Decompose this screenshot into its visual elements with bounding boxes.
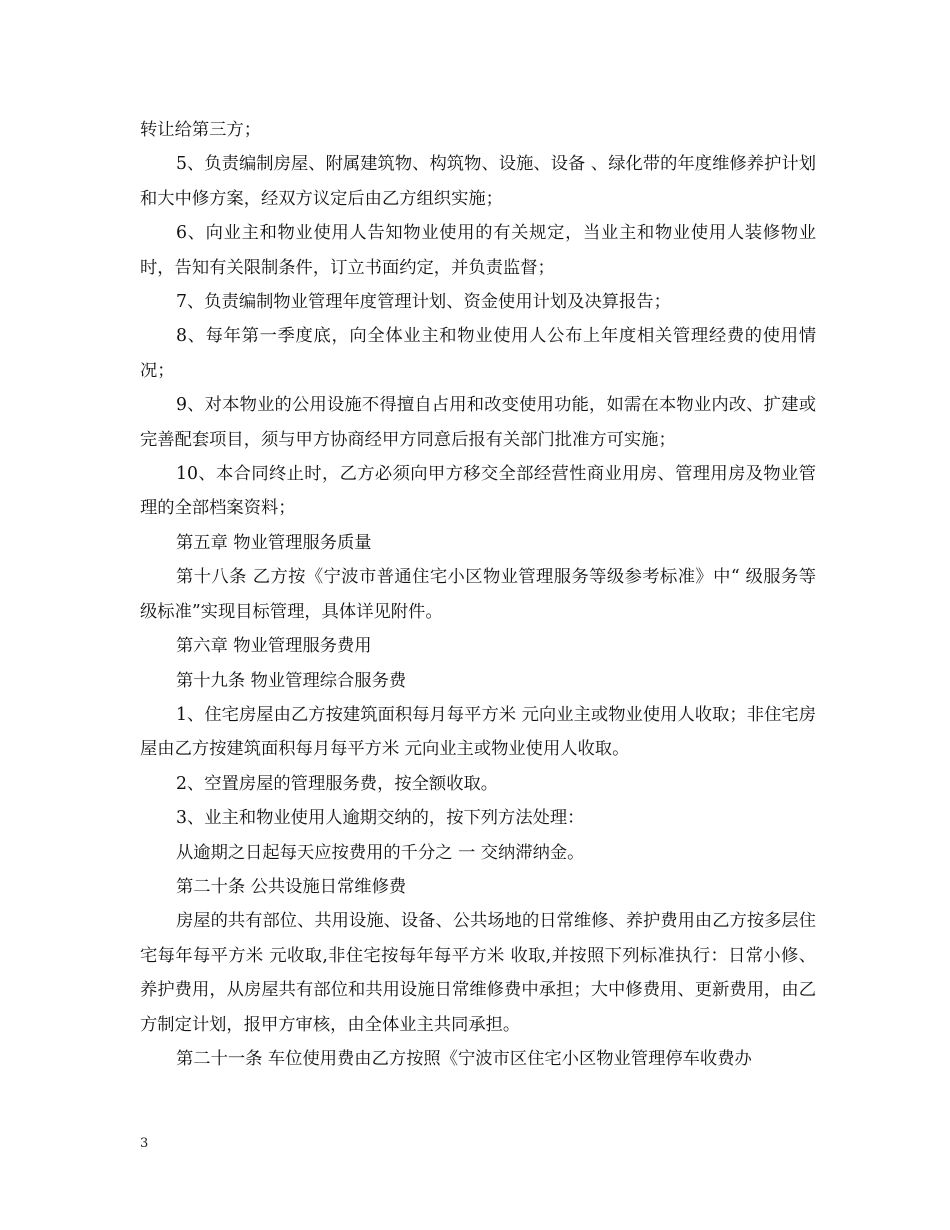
article-20-body: 房屋的共有部位、共用设施、设备、公共场地的日常维修、养护费用由乙方按多层住宅每年每平方米 元收取,非住宅按每年每平方米 收取,并按照下列标准执行：日常小修、养护费用，从房屋共有部位和共用设施日常维修费中承担；大中修费用、更新费用，由乙方制定计划，报甲方审核，由全体业主共同承担。 [140, 911, 816, 1035]
page-number: 3 [140, 1136, 149, 1151]
chapter-heading-5: 第五章 物业管理服务质量 [176, 532, 372, 553]
paragraph-1: 转让给第三方； [140, 120, 261, 140]
article-19-item-3: 3、业主和物业使用人逾期交纳的，按下列方法处理： [176, 808, 585, 829]
article-20: 第二十条 公共设施日常维修费 [176, 876, 407, 897]
paragraph-7: 10、本合同终止时，乙方必须向甲方移交全部经营性商业用房、管理用房及物业管理的全部档案资料； [140, 464, 816, 519]
article-18: 第十八条 乙方按《宁波市普通住宅小区物业管理服务等级参考标准》中“ 级服务等级标准”实现目标管理，具体详见附件。 [140, 567, 816, 622]
paragraph-6: 9、对本物业的公用设施不得擅自占用和改变使用功能，如需在本物业内改、扩建或完善配套项目，须与甲方协商经甲方同意后报有关部门批准方可实施； [140, 395, 816, 450]
article-21: 第二十一条 车位使用费由乙方按照《宁波市区住宅小区物业管理停车收费办 [176, 1048, 752, 1069]
paragraph-4: 7、负责编制物业管理年度管理计划、资金使用计划及决算报告； [176, 292, 671, 313]
paragraph-3: 6、向业主和物业使用人告知物业使用的有关规定，当业主和物业使用人装修物业时，告知有关限制条件，订立书面约定，并负责监督； [140, 223, 816, 278]
chapter-heading-6: 第六章 物业管理服务费用 [176, 636, 372, 657]
paragraph-5: 8、每年第一季度底，向全体业主和物业使用人公布上年度相关管理经费的使用情况； [140, 326, 816, 381]
document-body [140, 113, 816, 1076]
article-19-item-2: 2、空置房屋的管理服务费，按全额收取。 [176, 773, 499, 794]
late-fee-rule: 从逾期之日起每天应按费用的千分之 一 交纳滞纳金。 [176, 842, 585, 863]
paragraph-2: 5、负责编制房屋、附属建筑物、构筑物、设施、设备 、绿化带的年度维修养护计划和大中修方案，经双方议定后由乙方组织实施； [140, 154, 816, 209]
article-19-item-1: 1、住宅房屋由乙方按建筑面积每月每平方米 元向业主或物业使用人收取；非住宅房屋由乙方按建筑面积每月每平方米 元向业主或物业使用人收取。 [140, 704, 816, 760]
article-19: 第十九条 物业管理综合服务费 [176, 670, 407, 691]
